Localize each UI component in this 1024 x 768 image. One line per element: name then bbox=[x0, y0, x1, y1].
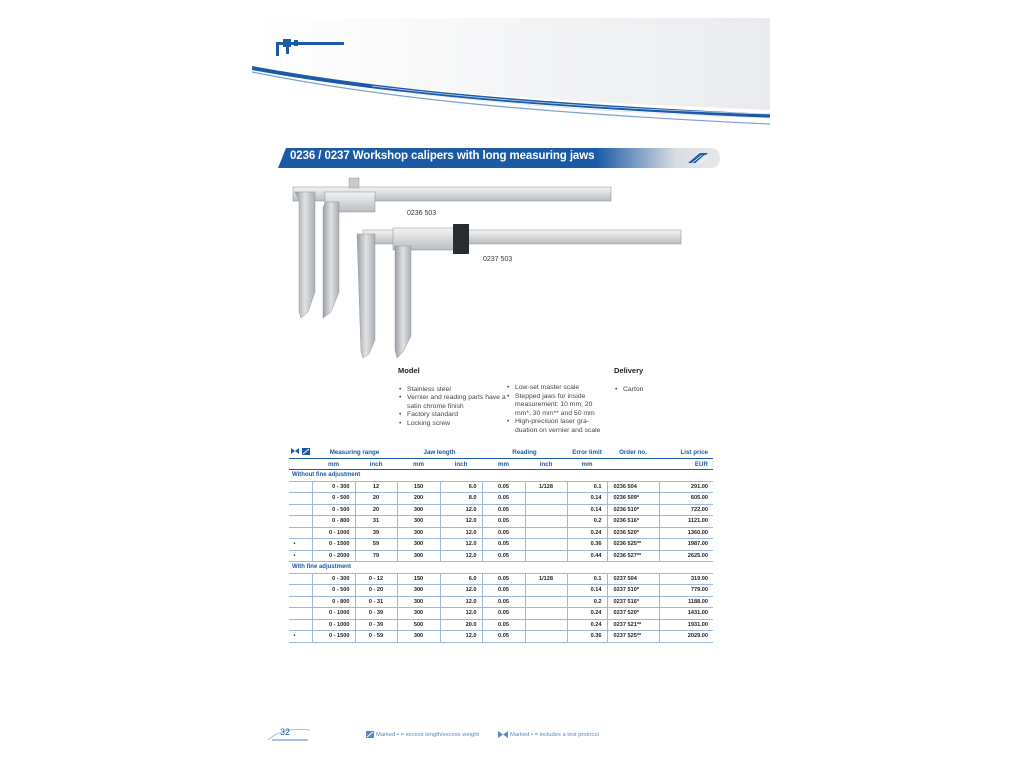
cell-order: 0236 510* bbox=[607, 504, 659, 516]
list-item: • Factory standard bbox=[398, 411, 508, 420]
cell-jaw-inch: 8.0 bbox=[440, 493, 482, 505]
cell-jaw-inch: 12.0 bbox=[440, 596, 482, 608]
cell-mark: • bbox=[289, 631, 300, 643]
cell-order: 0237 525** bbox=[607, 631, 659, 643]
cell-order: 0236 527** bbox=[607, 550, 659, 562]
footer-note-weight bbox=[366, 731, 479, 738]
list-item: • Carton bbox=[614, 386, 694, 395]
cell-price: 1931.00 bbox=[659, 619, 713, 631]
table-row bbox=[289, 493, 713, 505]
unit-mm: mm bbox=[567, 459, 607, 470]
group-label: With fine adjustment bbox=[289, 562, 713, 574]
cell-jaw-mm: 300 bbox=[397, 550, 440, 562]
table-group-row bbox=[289, 470, 713, 482]
cell-range-inch: 31 bbox=[355, 516, 397, 528]
cell-read-mm: 0.05 bbox=[482, 539, 525, 551]
cell-jaw-inch: 12.0 bbox=[440, 631, 482, 643]
cell-error: 0.24 bbox=[567, 608, 607, 620]
cell-price: 2029.00 bbox=[659, 631, 713, 643]
cell-read-inch bbox=[525, 585, 567, 597]
excess-weight-icon bbox=[300, 446, 312, 459]
cell-jaw-mm: 300 bbox=[397, 596, 440, 608]
cell-read-mm: 0.05 bbox=[482, 516, 525, 528]
cell-price: 722.00 bbox=[659, 504, 713, 516]
list-item: • Stainless steel bbox=[398, 386, 508, 395]
cell-range-inch: 0 - 12 bbox=[355, 573, 397, 585]
cell-range-inch: 59 bbox=[355, 539, 397, 551]
cell-error: 0.36 bbox=[567, 539, 607, 551]
table-row bbox=[289, 516, 713, 528]
cell-order: 0236 516* bbox=[607, 516, 659, 528]
cell-read-inch bbox=[525, 608, 567, 620]
cell-read-mm: 0.05 bbox=[482, 504, 525, 516]
cell-excess bbox=[300, 493, 312, 505]
footer-note-protocol bbox=[498, 731, 599, 738]
cell-jaw-inch: 6.0 bbox=[440, 481, 482, 493]
cell-order: 0236 509* bbox=[607, 493, 659, 505]
cell-range-mm: 0 - 1500 bbox=[312, 631, 355, 643]
cell-jaw-mm: 200 bbox=[397, 493, 440, 505]
cell-mark bbox=[289, 596, 300, 608]
cell-excess bbox=[300, 550, 312, 562]
delivery-heading: Delivery bbox=[614, 366, 644, 375]
unit-inch: inch bbox=[355, 459, 397, 470]
cell-price: 1188.00 bbox=[659, 596, 713, 608]
cell-jaw-mm: 300 bbox=[397, 631, 440, 643]
table-row bbox=[289, 504, 713, 516]
cell-price: 1360.00 bbox=[659, 527, 713, 539]
model-list-1 bbox=[398, 386, 508, 429]
cell-mark bbox=[289, 608, 300, 620]
cell-range-mm: 0 - 300 bbox=[312, 573, 355, 585]
cell-jaw-mm: 300 bbox=[397, 527, 440, 539]
brand-logo-icon bbox=[686, 152, 710, 164]
cell-mark bbox=[289, 527, 300, 539]
cell-jaw-inch: 12.0 bbox=[440, 504, 482, 516]
cell-range-inch: 0 - 31 bbox=[355, 596, 397, 608]
header-reading: Reading bbox=[482, 446, 567, 459]
cell-error: 0.14 bbox=[567, 493, 607, 505]
cell-mark bbox=[289, 504, 300, 516]
cell-jaw-mm: 300 bbox=[397, 504, 440, 516]
cell-read-inch bbox=[525, 619, 567, 631]
cell-read-mm: 0.05 bbox=[482, 527, 525, 539]
cell-order: 0237 504 bbox=[607, 573, 659, 585]
unit-mm: mm bbox=[312, 459, 355, 470]
header-order-no: Order no. bbox=[607, 446, 659, 459]
cell-range-mm: 0 - 500 bbox=[312, 585, 355, 597]
cell-order: 0237 510* bbox=[607, 585, 659, 597]
header-jaw-length: Jaw length bbox=[397, 446, 482, 459]
cell-range-mm: 0 - 1000 bbox=[312, 608, 355, 620]
footer-note-1: Marked • = excess length/excess weight bbox=[376, 732, 480, 739]
cell-error: 0.1 bbox=[567, 481, 607, 493]
cell-jaw-inch: 6.0 bbox=[440, 573, 482, 585]
cell-error: 0.36 bbox=[567, 631, 607, 643]
cell-read-mm: 0.05 bbox=[482, 585, 525, 597]
unit-mm: mm bbox=[397, 459, 440, 470]
cell-range-inch: 20 bbox=[355, 504, 397, 516]
cell-jaw-mm: 150 bbox=[397, 481, 440, 493]
unit-inch: inch bbox=[440, 459, 482, 470]
test-protocol-icon bbox=[289, 446, 300, 459]
cell-order: 0236 520* bbox=[607, 527, 659, 539]
cell-jaw-mm: 300 bbox=[397, 516, 440, 528]
cell-price: 291.00 bbox=[659, 481, 713, 493]
cell-jaw-inch: 12.0 bbox=[440, 550, 482, 562]
cell-range-inch: 20 bbox=[355, 493, 397, 505]
caliper-logo-icon bbox=[274, 36, 348, 58]
cell-jaw-inch: 12.0 bbox=[440, 585, 482, 597]
header-list-price: List price bbox=[659, 446, 713, 459]
cell-price: 1121.00 bbox=[659, 516, 713, 528]
cell-read-inch bbox=[525, 631, 567, 643]
cell-error: 0.44 bbox=[567, 550, 607, 562]
model-section-2 bbox=[506, 384, 606, 436]
cell-excess bbox=[300, 619, 312, 631]
cell-jaw-mm: 150 bbox=[397, 573, 440, 585]
cell-price: 779.00 bbox=[659, 585, 713, 597]
cell-excess bbox=[300, 631, 312, 643]
cell-mark bbox=[289, 619, 300, 631]
cell-read-inch: 1/128 bbox=[525, 481, 567, 493]
cell-order: 0237 521** bbox=[607, 619, 659, 631]
cell-read-inch bbox=[525, 504, 567, 516]
cell-read-mm: 0.05 bbox=[482, 550, 525, 562]
cell-range-mm: 0 - 1000 bbox=[312, 527, 355, 539]
cell-read-inch bbox=[525, 527, 567, 539]
cell-read-inch bbox=[525, 539, 567, 551]
cell-excess bbox=[300, 516, 312, 528]
excess-weight-icon bbox=[366, 731, 374, 738]
unit-mm: mm bbox=[482, 459, 525, 470]
calipers-illustration bbox=[283, 172, 713, 364]
cell-error: 0.2 bbox=[567, 596, 607, 608]
cell-read-inch bbox=[525, 550, 567, 562]
product-image bbox=[283, 172, 713, 364]
cell-excess bbox=[300, 539, 312, 551]
caption-0237: 0237 503 bbox=[483, 256, 513, 263]
table-row bbox=[289, 596, 713, 608]
cell-range-inch: 0 - 39 bbox=[355, 608, 397, 620]
banner-graphic bbox=[252, 18, 770, 128]
footer-note-2: Marked • = includes a test protocol bbox=[510, 732, 599, 739]
cell-order: 0237 520* bbox=[607, 608, 659, 620]
cell-jaw-mm: 300 bbox=[397, 585, 440, 597]
cell-range-mm: 0 - 500 bbox=[312, 493, 355, 505]
cell-range-inch: 79 bbox=[355, 550, 397, 562]
cell-mark: • bbox=[289, 539, 300, 551]
cell-error: 0.2 bbox=[567, 516, 607, 528]
cell-mark bbox=[289, 481, 300, 493]
cell-read-mm: 0.05 bbox=[482, 596, 525, 608]
cell-price: 2625.00 bbox=[659, 550, 713, 562]
cell-jaw-mm: 500 bbox=[397, 619, 440, 631]
cell-range-mm: 0 - 1000 bbox=[312, 619, 355, 631]
model-section bbox=[398, 367, 508, 429]
caption-0236: 0236 503 bbox=[407, 210, 437, 217]
cell-price: 319.00 bbox=[659, 573, 713, 585]
cell-range-mm: 0 - 1500 bbox=[312, 539, 355, 551]
cell-mark bbox=[289, 493, 300, 505]
cell-excess bbox=[300, 527, 312, 539]
cell-error: 0.24 bbox=[567, 619, 607, 631]
cell-read-mm: 0.05 bbox=[482, 619, 525, 631]
cell-jaw-inch: 12.0 bbox=[440, 608, 482, 620]
cell-order: 0236 504 bbox=[607, 481, 659, 493]
list-item: • High-precision laser gra-duation on vernier and scale bbox=[506, 418, 606, 435]
list-item: • Low-set master scale bbox=[506, 384, 606, 393]
table-row bbox=[289, 573, 713, 585]
unit-inch: inch bbox=[525, 459, 567, 470]
cell-read-inch bbox=[525, 493, 567, 505]
cell-mark bbox=[289, 585, 300, 597]
list-item: • Vernier and reading parts have a satin chrome finish bbox=[398, 394, 508, 411]
header-error-limit: Error limit bbox=[567, 446, 607, 459]
cell-excess bbox=[300, 504, 312, 516]
cell-jaw-inch: 12.0 bbox=[440, 539, 482, 551]
cell-jaw-mm: 300 bbox=[397, 539, 440, 551]
cell-mark bbox=[289, 573, 300, 585]
cell-range-inch: 0 - 59 bbox=[355, 631, 397, 643]
cell-read-inch: 1/128 bbox=[525, 573, 567, 585]
cell-order: 0237 516* bbox=[607, 596, 659, 608]
table-row bbox=[289, 527, 713, 539]
cell-price: 605.00 bbox=[659, 493, 713, 505]
list-item: • Stepped jaws for inside measurement: 10 mm, 20 mm*, 30 mm** and 50 mm bbox=[506, 393, 606, 419]
cell-range-inch: 0 - 39 bbox=[355, 619, 397, 631]
cell-read-inch bbox=[525, 516, 567, 528]
page-number: 32 bbox=[280, 727, 291, 737]
cell-excess bbox=[300, 596, 312, 608]
cell-price: 1431.00 bbox=[659, 608, 713, 620]
cell-read-inch bbox=[525, 596, 567, 608]
group-label: Without fine adjustment bbox=[289, 470, 713, 482]
test-protocol-icon bbox=[498, 731, 508, 738]
model-heading: Model bbox=[398, 366, 420, 375]
cell-excess bbox=[300, 608, 312, 620]
cell-mark: • bbox=[289, 550, 300, 562]
cell-error: 0.1 bbox=[567, 573, 607, 585]
cell-jaw-mm: 300 bbox=[397, 608, 440, 620]
cell-range-inch: 12 bbox=[355, 481, 397, 493]
page-title: 0236 / 0237 Workshop calipers with long measuring jaws bbox=[290, 150, 595, 162]
header-measuring-range: Measuring range bbox=[312, 446, 397, 459]
cell-jaw-inch: 12.0 bbox=[440, 527, 482, 539]
cell-range-inch: 39 bbox=[355, 527, 397, 539]
table-group-row bbox=[289, 562, 713, 574]
unit-eur: EUR bbox=[659, 459, 713, 470]
cell-read-mm: 0.05 bbox=[482, 631, 525, 643]
table-row bbox=[289, 631, 713, 643]
cell-mark bbox=[289, 516, 300, 528]
cell-range-mm: 0 - 500 bbox=[312, 504, 355, 516]
cell-error: 0.14 bbox=[567, 585, 607, 597]
cell-excess bbox=[300, 573, 312, 585]
cell-range-mm: 0 - 300 bbox=[312, 481, 355, 493]
cell-range-mm: 0 - 800 bbox=[312, 596, 355, 608]
cell-read-mm: 0.05 bbox=[482, 481, 525, 493]
cell-price: 1987.00 bbox=[659, 539, 713, 551]
model-list-2 bbox=[506, 384, 606, 436]
cell-excess bbox=[300, 585, 312, 597]
cell-read-mm: 0.05 bbox=[482, 608, 525, 620]
cell-jaw-inch: 12.0 bbox=[440, 516, 482, 528]
delivery-section bbox=[614, 367, 694, 394]
cell-read-mm: 0.05 bbox=[482, 573, 525, 585]
page-number-badge bbox=[268, 727, 310, 746]
cell-read-mm: 0.05 bbox=[482, 493, 525, 505]
table-row bbox=[289, 619, 713, 631]
table-row bbox=[289, 608, 713, 620]
cell-excess bbox=[300, 481, 312, 493]
delivery-list bbox=[614, 386, 694, 395]
top-banner bbox=[252, 18, 770, 128]
list-item: • Locking screw bbox=[398, 420, 508, 429]
cell-jaw-inch: 20.0 bbox=[440, 619, 482, 631]
cell-error: 0.24 bbox=[567, 527, 607, 539]
cell-range-mm: 0 - 800 bbox=[312, 516, 355, 528]
table-row bbox=[289, 481, 713, 493]
cell-range-inch: 0 - 20 bbox=[355, 585, 397, 597]
spec-table-body bbox=[289, 470, 713, 643]
cell-range-mm: 0 - 2000 bbox=[312, 550, 355, 562]
cell-order: 0236 525** bbox=[607, 539, 659, 551]
table-row bbox=[289, 585, 713, 597]
spec-table bbox=[289, 446, 713, 643]
table-row bbox=[289, 539, 713, 551]
cell-error: 0.14 bbox=[567, 504, 607, 516]
table-row bbox=[289, 550, 713, 562]
section-title-bar bbox=[278, 148, 720, 168]
